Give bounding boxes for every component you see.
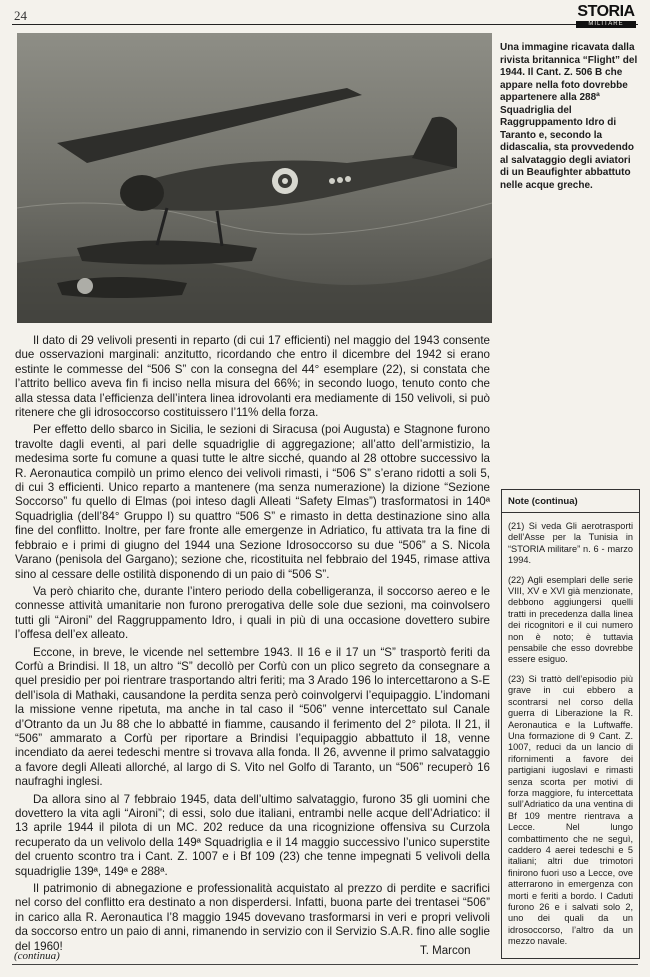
article-paragraph: Per effetto dello sbarco in Sicilia, le sezioni di Siracusa (poi Augusta) e Stagnone furono travolte dagli eventi, al pari delle squadriglie di aggregazione; all’atto dell’armistizio, la medesima sorte fu comune a quasi tutte le altre sicché, quando al 28 ottobre successivo la R. Aeronautica compilò un primo elenco dei velivoli rimasti, i “506 S” s’erano ridotti a soli 5, di cui 3 efficienti. Unico reparto a mantenere (ma senza numerazione) la dizione “Sezione Soccorso” fu quello di Elmas (poi inteso dagli Alleati “Safety Elmas”) trasformatosi in 140ª Squadriglia (dell’84° Gruppo I) su quattro “506 S” e rimasto in detta destinazione sino alla fine del conflitto. Inoltre, per fare fronte alle emergenze in Adriatico, fu attivata tra la fine di febbraio e i primi di giugno del 1944 una Sezione Idrosoccorso su due “506” a S. Nicola Varano (penisola del Gargano); sezione che, ricostituita nel febbraio del 1945, rimase attiva sino al cessare delle ostilità disponendo di un paio di “506 S”.	[15, 423, 490, 581]
logo-subtitle: MILITARE	[576, 21, 636, 28]
article-body	[15, 334, 490, 957]
seaplane-illustration	[17, 33, 492, 323]
article-paragraph: Il patrimonio di abnegazione e professionalità acquistato al prezzo di perdite e sacrifici nel corso del conflitto era destinato a non disperdersi. Infatti, buona parte dei trentasei “506” in carico alla R. Aeronautica l’8 maggio 1945 dovevano trasformarsi in veri e propri velivoli da soccorso entro un paio di anni, rimanendo in servizio con il Servizio S.A.R. fino alle soglie del 1960!	[15, 882, 490, 953]
author-signature: T. Marcon	[420, 945, 471, 957]
logo-title: STORIA	[577, 3, 635, 20]
note-item: (23) Si trattò dell’episodio più grave in cui ebbero a scontrarsi nel corso della guerra di Liberazione la R. Aeronautica e la Luftwaffe. Una formazione di 9 Cant. Z. 1007, reduci da un lancio di rifornimenti a favore dei partigiani iugoslavi e rimasti senza scorta per motivi di forza maggiore, fu intercettata sull’Adriatico da una ventina di Bf 109 mentre rientrava a Lecce. Nel lungo combattimento che ne seguì, caddero 4 aerei tedeschi e 5 italiani; altri due trimotori finirono fuori uso a Lecce, ove atterrarono in emergenza con morti e feriti a bordo. I Caduti furono 26 e i salvati solo 2, uno dei quali da un idrosoccorso, l’altro da un mezzo navale.	[508, 673, 633, 947]
notes-title: Note (continua)	[502, 490, 639, 513]
seaplane-photo	[17, 33, 492, 323]
page-number: 24	[14, 8, 27, 23]
article-paragraph: Va però chiarito che, durante l’intero periodo della cobelligeranza, il soccorso aereo e le connesse attività umanitarie non furono prerogativa delle sole due sezioni, ma coinvolsero tutti gli “Aironi” del Raggruppamento Idro, i quali in più di una occasione dovettero subire l’offesa dell’ex alleato.	[15, 584, 490, 642]
magazine-logo	[576, 4, 636, 28]
article-paragraph: Eccone, in breve, le vicende nel settembre 1943. Il 16 e il 17 un “S” trasportò feriti da Corfù a Brindisi. Il 18, un altro “S” decollò per Corfù con un plico segreto da consegnare a quel presidio per poi rientrare trasportando altri feriti; ma 3 Arado 196 lo intercettarono a S-E dell’isola di Mathaki, causandone la perdita senza però coinvolgervi l’equipaggio. L’indomani la missione venne ripetuta, ma anche in tal caso il “506” venne intercettato sul Canale d’Otranto da un Ju 88 che lo abbatté in fiamme, causando il ferimento del 2° pilota. Il 21, il “506” ammarato a Corfù per riportare a Brindisi l’equipaggio abbattuto il 18, venne incendiato da aerei tedeschi mentre si trovava alla fonda. Il 26, avvenne il primo salvataggio a favore degli Alleati allorché, al largo di S. Vito nel Golfo di Taranto, un “506” recuperò 16 naufraghi inglesi.	[15, 645, 490, 789]
photo-caption: Una immagine ricavata dalla rivista britannica “Flight” del 1944. Il Cant. Z. 506 B che appare nella foto dovrebbe appartenere alla 288ª Squadriglia del Raggruppamento Idro di Taranto e, secondo la didascalia, sta provvedendo al salvataggio degli aviatori di un Beaufighter abbattuto nelle acque greche.	[500, 42, 638, 191]
notes-box	[501, 489, 640, 959]
article-paragraph: Il dato di 29 velivoli presenti in reparto (di cui 17 efficienti) nel maggio del 1943 consente due osservazioni marginali: anzitutto, ricordando che entro il dicembre del 1942 si erano estinte le commesse del “506 S” con la consegna del 44° esemplare (22), si constata che l’attrito bellico aveva fin fi inciso nella misura del 66%; in secondo luogo, tenuto conto che alla stessa data l’efficienza dell’intera linea idrovolanti era mediamente di 150 velivoli, si può ritenere che gli idrosoccorso costituissero l’11% della forza.	[15, 334, 490, 420]
article-paragraph: Da allora sino al 7 febbraio 1945, data dell’ultimo salvataggio, furono 35 gli uomini che dovettero la vita agli “Aironi”; di essi, solo due italiani, entrambi nelle acque dell’Adriatico: il 13 aprile 1944 il pilota di un MC. 202 reduce da una ricognizione offensiva su Curzola recuperato da un velivolo della 149ª Squadriglia e il 14 maggio successivo l’unico superstite del cruento scontro tra i Cant. Z. 1007 e i Bf 109 (23) che tenne impegnati 5 velivoli della squadriglie 139ª, 149ª e 288ª.	[15, 792, 490, 878]
notes-body	[502, 513, 639, 948]
footer-rule	[12, 964, 638, 965]
note-item: (21) Si veda Gli aerotrasporti dell’Asse per la Tunisia in “STORIA militare” n. 6 - marzo 1994.	[508, 521, 633, 566]
continua-label: (continua)	[14, 950, 60, 962]
note-item: (22) Agli esemplari delle serie VIII, XV e XVI già menzionate, debbono aggiungersi quelli tratti in precedenza dalla linea dei ricognitori e il cui numero non è noto; è tuttavia pensabile che esso dovrebbe essere esiguo.	[508, 574, 633, 665]
header-rule	[12, 24, 638, 25]
